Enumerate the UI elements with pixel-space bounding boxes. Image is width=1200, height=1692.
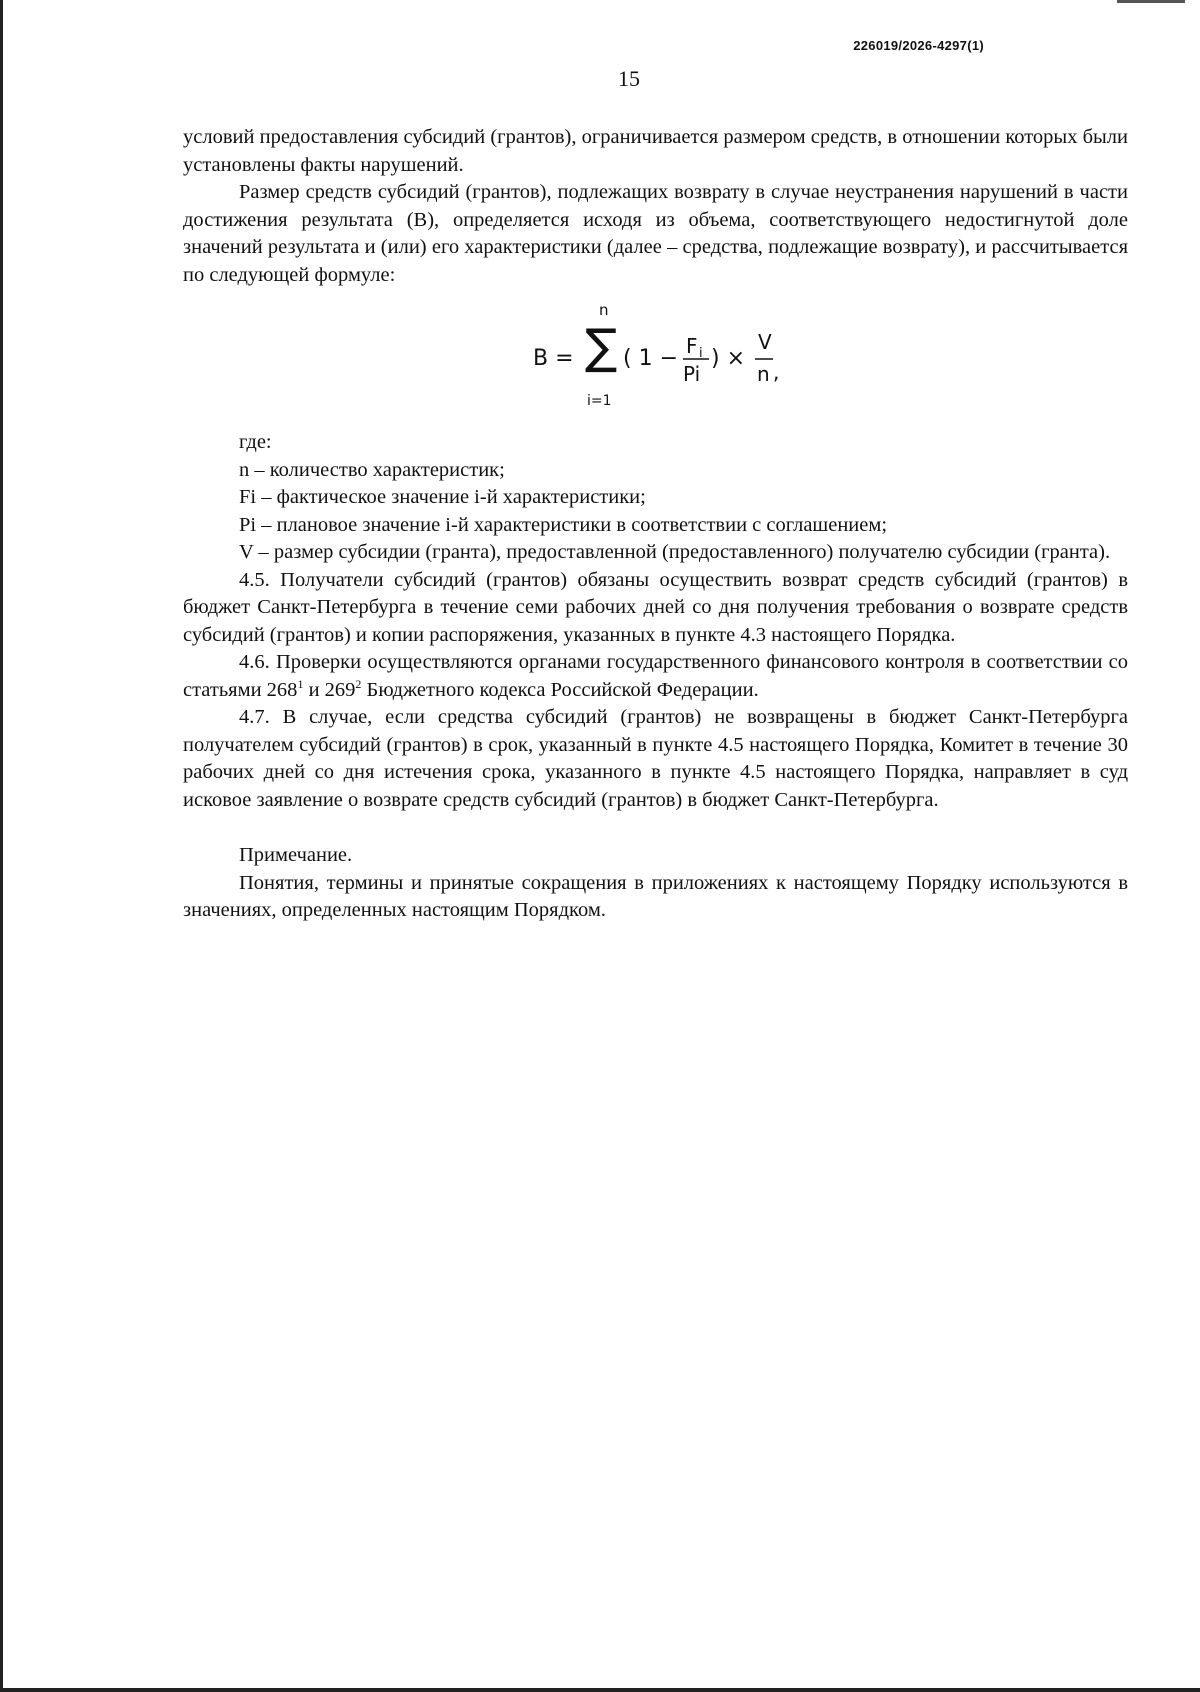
formula (183, 289, 1128, 429)
paragraph-4-7: 4.7. В случае, если средства субсидий (грантов) не возвращены в бюджет Санкт-Петербурга получателем субсидий (грантов) в срок, указанный в пункте 4.5 настоящего Порядка, Комитет в течение 30 рабочих дней со дня истечения срока, указанного в пункте 4.5 настоящего Порядка, направляет в суд исковое заявление о возврате средств субсидий (грантов) в бюджет Санкт-Петербурга. (183, 706, 1128, 811)
definition-pi: Pi – плановое значение i-й характеристики в соответствии с соглашением; (239, 513, 888, 536)
page-number: 15 (618, 66, 640, 91)
formula-frac2-den: n (757, 362, 770, 386)
formula-frac1-den: Pi (683, 362, 701, 386)
paragraph-4-5: 4.5. Получатели субсидий (грантов) обязаны осуществить возврат средств субсидий (грантов) в бюджет Санкт-Петербурга в течение семи рабочих дней со дня получения требования о возврате средств субсидий (грантов) и копии распоряжения, указанных в пункте 4.3 настоящего Порядка. (183, 568, 1128, 646)
spacer (183, 814, 1128, 842)
note-title: Примечание. (239, 844, 353, 866)
scan-edge-left (0, 0, 3, 1692)
formula-graphic (533, 295, 853, 425)
formula-sum-upper: n (599, 301, 609, 319)
formula-lhs: B = (533, 346, 574, 371)
scan-edge-bottom (0, 1688, 1200, 1692)
formula-frac1-num-sub: i (699, 346, 703, 361)
document-number: 226019/2026-4297(1) (853, 38, 984, 53)
document-body (183, 124, 1128, 925)
formula-trail: , (773, 360, 780, 384)
formula-sum-lower: i=1 (587, 393, 612, 409)
paragraph-4-6 (183, 649, 1128, 704)
definition-where: где: (239, 431, 272, 453)
superscript-1: 1 (297, 676, 304, 691)
paragraph-4-6-text-a: 4.6. Проверки осуществляются органами государственного финансового контроля в соответствии со статьями 268 (183, 651, 1128, 701)
note-text: Понятия, термины и принятые сокращения в приложениях к настоящему Порядку используются в значениях, определенных настоящим Порядком. (183, 871, 1128, 921)
paragraph-4-6-text-b: и 269 (303, 678, 356, 701)
definition-v: V – размер субсидии (гранта), предоставленной (предоставленного) получателю субсидии (гранта). (239, 541, 1111, 563)
formula-close: ) × (711, 346, 746, 371)
formula-sigma: ∑ (585, 319, 618, 375)
paragraph-return-amount: Размер средств субсидий (грантов), подлежащих возврату в случае неустранения нарушений в части достижения результата (В), определяется исходя из объема, соответствующего недостигнутой доле значений результата и (или) его характеристики (далее – средства, подлежащие возврату), и рассчитывается по следующей формуле: (183, 181, 1128, 286)
formula-frac1-num: F (686, 334, 698, 358)
definition-n: n – количество характеристик; (239, 458, 505, 481)
formula-definitions (183, 429, 1128, 567)
scan-edge-top (1117, 0, 1185, 3)
formula-open: ( 1 − (623, 346, 678, 371)
definition-fi: Fi – фактическое значение i-й характеристики; (239, 486, 646, 508)
paragraph-continuation: условий предоставления субсидий (грантов), ограничивается размером средств, в отношении которых были установлены факты нарушений. (183, 126, 1128, 176)
superscript-2: 2 (355, 676, 362, 691)
formula-frac2-num: V (758, 330, 772, 354)
paragraph-4-6-text-c: Бюджетного кодекса Российской Федерации. (361, 678, 759, 701)
